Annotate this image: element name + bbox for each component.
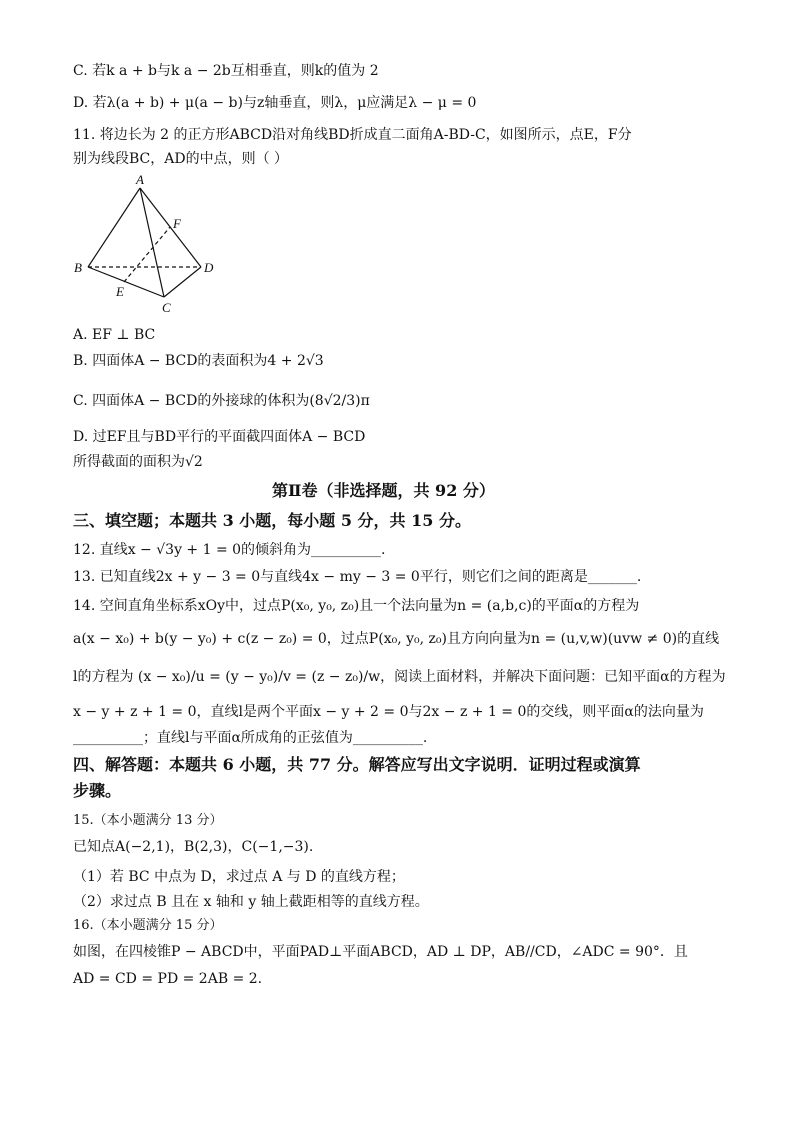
q16-line2: AD = CD = PD = 2AB = 2. (73, 971, 263, 987)
section4-title-2: 步骤。 (73, 781, 122, 800)
q11-option-a: A. EF ⊥ BC (73, 327, 156, 343)
q14-line2: a(x − x₀) + b(y − y₀) + c(z − z₀) = 0，过点P(x₀, y₀, z₀)且方向向量为n = (u,v,w)(uvw ≠ 0)的直线 (73, 631, 720, 647)
section3-title: 三、填空题；本题共 3 小题，每小题 5 分，共 15 分。 (73, 511, 471, 530)
section4-title-1: 四、解答题：本题共 6 小题，共 77 分。解答应写出文字说明．证明过程或演算 (73, 755, 641, 774)
q14-line3: l的方程为 (x − x₀)/u = (y − y₀)/v = (z − z₀)/w，阅读上面材料，并解决下面问题：已知平面α的方程为 (73, 669, 726, 685)
label-e: E (116, 284, 124, 299)
q15-part1: （1）若 BC 中点为 D，求过点 A 与 D 的直线方程； (73, 869, 405, 885)
tetrahedron-figure (66, 172, 226, 318)
edge-bc (88, 267, 164, 297)
q13: 13. 已知直线2x + y − 3 = 0与直线4x − my − 3 = 0平行，则它们之间的距离是_______. (73, 569, 642, 585)
label-b: B (74, 260, 82, 275)
q15-part2: （2）求过点 B 且在 x 轴和 y 轴上截距相等的直线方程。 (73, 894, 429, 910)
q10-option-c: C. 若k a + b与k a − 2b互相垂直，则k的值为 2 (73, 63, 379, 79)
label-c: C (162, 300, 171, 315)
q10-option-d: D. 若λ(a + b) + μ(a − b)与z轴垂直，则λ，μ应满足λ − μ = 0 (73, 95, 477, 111)
q11-stem-line1: 11. 将边长为 2 的正方形ABCD沿对角线BD折成直二面角A-BD-C，如图所示，点E，F分 (73, 127, 632, 143)
q14-line5: __________；直线l与平面α所成角的正弦值为__________. (73, 730, 428, 746)
q16-header: 16.（本小题满分 15 分） (73, 918, 223, 933)
q16-line1: 如图，在四棱锥P − ABCD中，平面PAD⊥平面ABCD，AD ⊥ DP，AB//CD，∠ADC = 90°．且 (73, 944, 688, 960)
label-d: D (204, 260, 214, 275)
label-a: A (136, 172, 144, 187)
q15-header: 15.（本小题满分 13 分） (73, 813, 223, 828)
edge-ab (88, 188, 140, 267)
q14-line1: 14. 空间直角坐标系xOy中，过点P(x₀, y₀, z₀)且一个法向量为n = (a,b,c)的平面α的方程为 (73, 598, 640, 614)
q15-given: 已知点A(−2,1)，B(2,3)，C(−1,−3). (73, 839, 314, 855)
q11-option-b: B. 四面体A − BCD的表面积为4 + 2√3 (73, 353, 324, 369)
label-f: F (173, 216, 181, 231)
edge-cd (164, 267, 201, 297)
part2-title: 第Ⅱ卷（非选择题，共 92 分） (272, 481, 495, 500)
q12: 12. 直线x − √3y + 1 = 0的倾斜角为__________. (73, 542, 386, 558)
segment-ef (124, 227, 170, 282)
q11-option-d: D. 过EF且与BD平行的平面截四面体A − BCD (73, 429, 366, 445)
q11-stem-line2: 别为线段BC，AD的中点，则（ ） (73, 151, 289, 167)
q11-option-d-cont: 所得截面的面积为√2 (73, 454, 203, 470)
q11-option-c: C. 四面体A − BCD的外接球的体积为(8√2/3)π (73, 393, 370, 409)
q14-line4: x − y + z + 1 = 0，直线l是两个平面x − y + 2 = 0与2x − z + 1 = 0的交线，则平面α的法向量为 (73, 704, 704, 720)
